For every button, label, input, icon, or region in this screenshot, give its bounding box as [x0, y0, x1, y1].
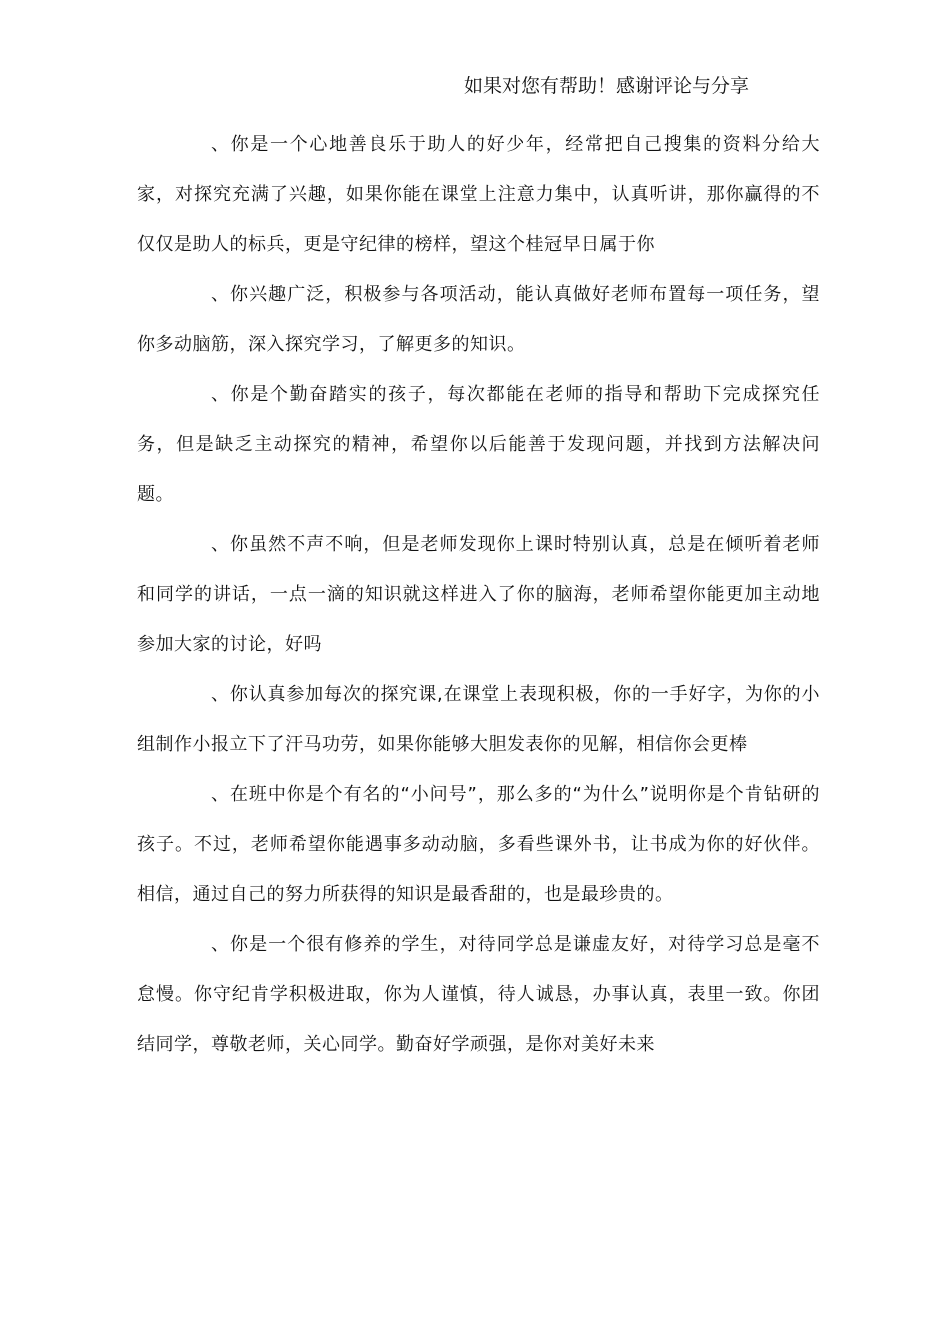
paragraph-3: 、你是个勤奋踏实的孩子，每次都能在老师的指导和帮助下完成探究任务，但是缺乏主动探究的精神，希望你以后能善于发现问题，并找到方法解决问题。	[137, 384, 820, 505]
paragraph-2: 、你兴趣广泛，积极参与各项活动，能认真做好老师布置每一项任务，望你多动脑筋，深入探究学习，了解更多的知识。	[137, 284, 820, 355]
paragraph-6: 、在班中你是个有名的“小问号”，那么多的“为什么”说明你是个肯钻研的孩子。不过，老师希望你能遇事多动动脑，多看些课外书，让书成为你的好伙伴。相信，通过自己的努力所获得的知识是最香甜的，也是最珍贵的。	[137, 784, 820, 905]
header-note: 如果对您有帮助！感谢评论与分享	[464, 75, 750, 97]
paragraph-5: 、你认真参加每次的探究课,在课堂上表现积极，你的一手好字，为你的小组制作小报立下了汗马功劳，如果你能够大胆发表你的见解，相信你会更棒	[137, 684, 820, 755]
body-text	[137, 120, 820, 1070]
paragraph-1: 、你是一个心地善良乐于助人的好少年，经常把自己搜集的资料分给大家，对探究充满了兴趣，如果你能在课堂上注意力集中，认真听讲，那你赢得的不仅仅是助人的标兵，更是守纪律的榜样，望这个桂冠早日属于你	[137, 134, 820, 255]
paragraph-7: 、你是一个很有修养的学生，对待同学总是谦虚友好，对待学习总是毫不怠慢。你守纪肯学积极进取，你为人谨慎，待人诚恳，办事认真，表里一致。你团结同学，尊敬老师，关心同学。勤奋好学顽强，是你对美好未来	[137, 934, 820, 1055]
paragraph-4: 、你虽然不声不响，但是老师发现你上课时特别认真，总是在倾听着老师和同学的讲话，一点一滴的知识就这样进入了你的脑海，老师希望你能更加主动地参加大家的讨论，好吗	[137, 534, 820, 655]
